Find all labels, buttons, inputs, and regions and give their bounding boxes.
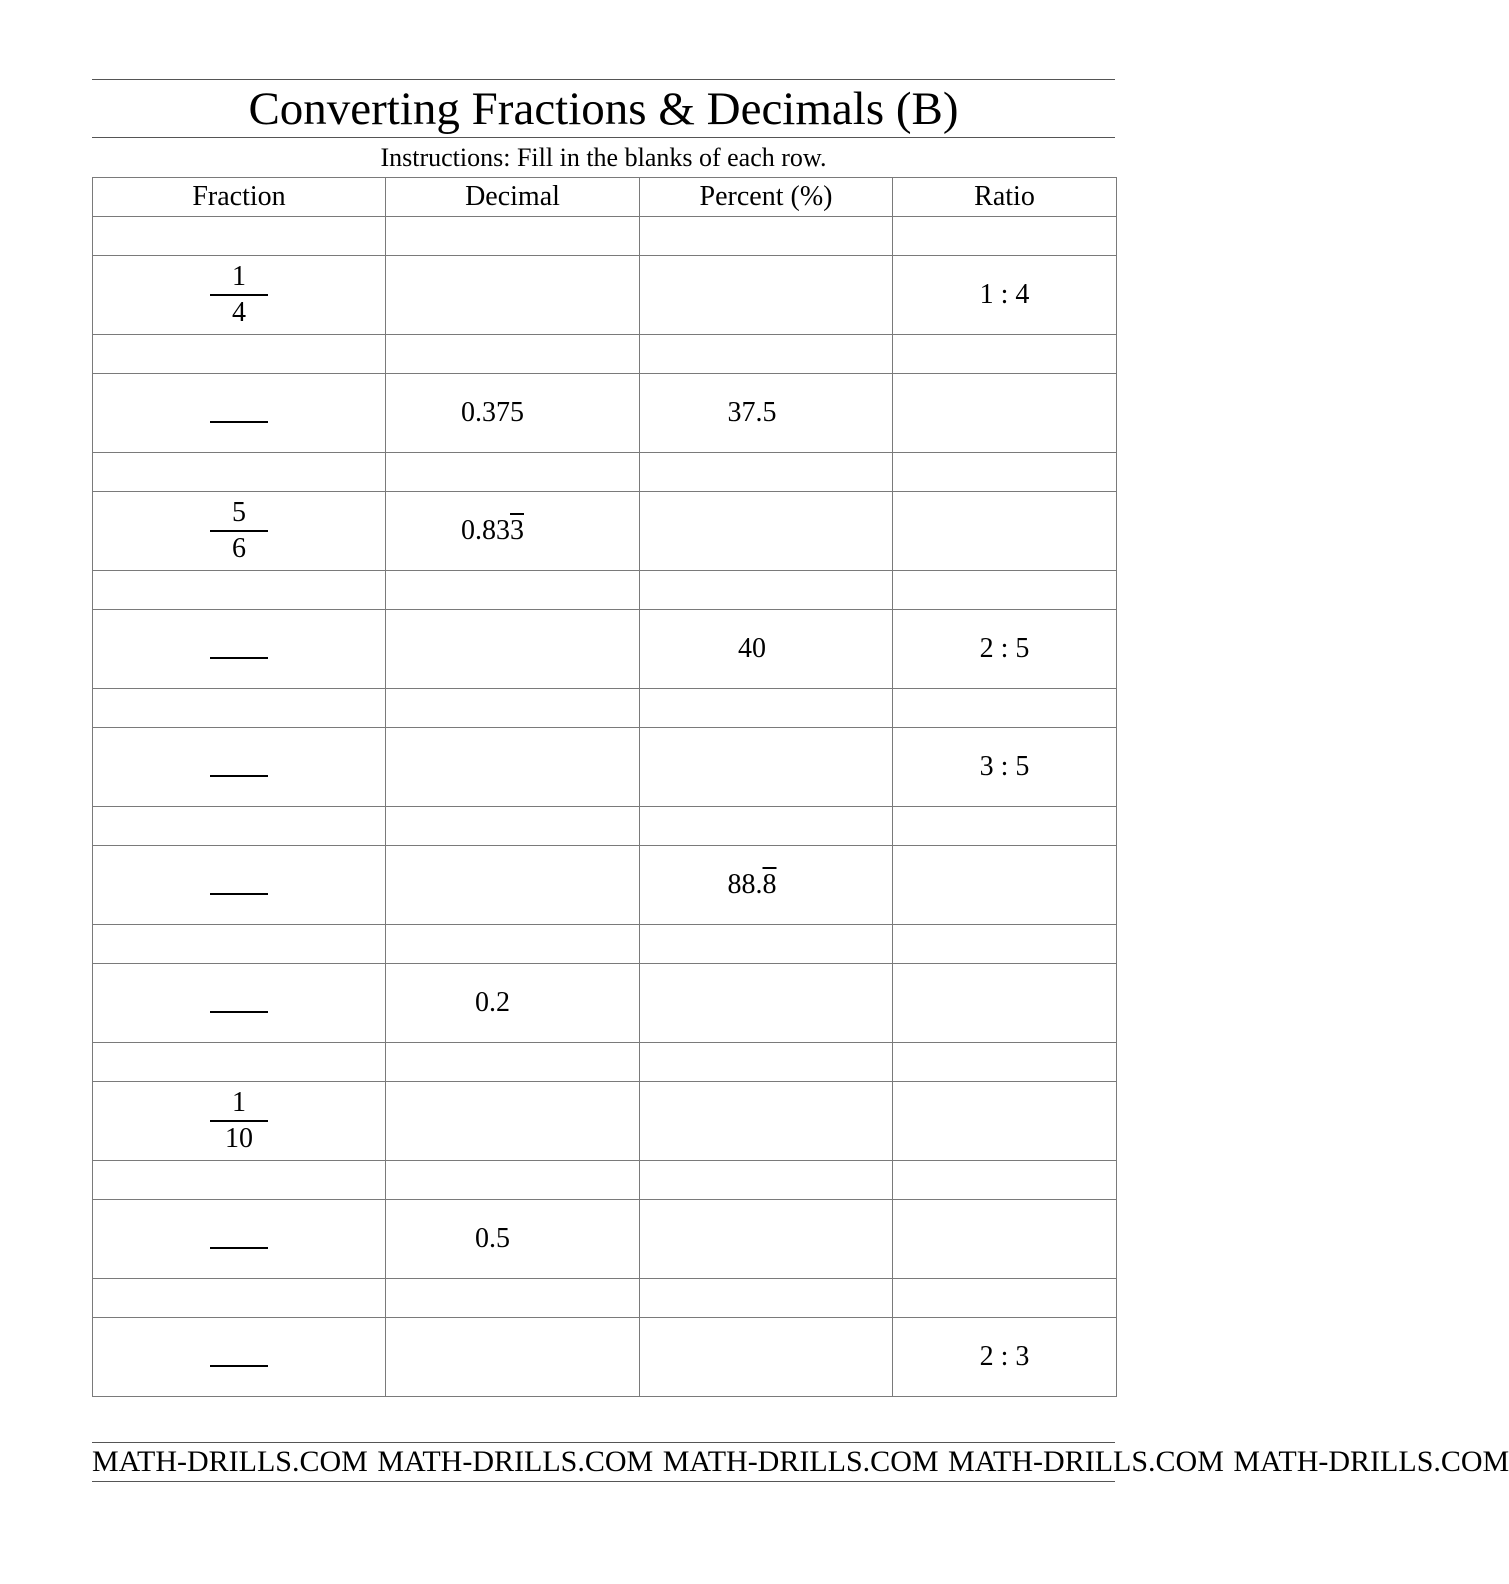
spacer-row	[93, 1043, 1117, 1082]
fraction-bar	[210, 1247, 268, 1249]
fraction	[210, 1365, 268, 1367]
fraction-bar	[210, 1011, 268, 1013]
spacer-cell	[386, 1279, 640, 1318]
fraction-denominator: 10	[225, 1123, 253, 1154]
percent-value	[738, 633, 766, 665]
decimal-value	[461, 397, 524, 429]
column-header-percent: Percent (%)	[640, 178, 893, 217]
decimal-cell[interactable]	[386, 374, 640, 453]
fraction-bar	[210, 893, 268, 895]
spacer-cell	[640, 571, 893, 610]
fraction	[210, 1247, 268, 1249]
percent-cell[interactable]	[640, 610, 893, 689]
fraction-denominator: 6	[232, 533, 246, 564]
fraction-cell[interactable]	[93, 728, 386, 807]
decimal-digits: 0.83	[461, 515, 510, 546]
spacer-cell	[893, 807, 1117, 846]
spacer-cell	[893, 335, 1117, 374]
fraction	[210, 421, 268, 423]
fraction-denominator: 4	[232, 297, 246, 328]
ratio-cell[interactable]	[893, 1082, 1117, 1161]
spacer-cell	[893, 571, 1117, 610]
spacer-cell	[93, 1161, 386, 1200]
decimal-digits: 0.5	[475, 1223, 510, 1254]
spacer-cell	[640, 1161, 893, 1200]
decimal-cell[interactable]	[386, 492, 640, 571]
spacer-row	[93, 689, 1117, 728]
decimal-cell[interactable]	[386, 728, 640, 807]
spacer-row	[93, 335, 1117, 374]
spacer-cell	[640, 925, 893, 964]
table-row	[93, 964, 1117, 1043]
spacer-cell	[93, 1043, 386, 1082]
fraction-cell[interactable]	[93, 610, 386, 689]
fraction	[210, 496, 268, 566]
spacer-cell	[93, 807, 386, 846]
spacer-cell	[386, 335, 640, 374]
ratio-cell[interactable]	[893, 374, 1117, 453]
percent-cell[interactable]	[640, 1200, 893, 1279]
fraction-cell[interactable]	[93, 964, 386, 1043]
ratio-cell[interactable]	[893, 492, 1117, 571]
percent-cell[interactable]	[640, 256, 893, 335]
percent-digits: 40	[738, 633, 766, 664]
column-header-ratio: Ratio	[893, 178, 1117, 217]
decimal-repeating-digit: 3	[510, 515, 524, 546]
conversion-table	[92, 177, 1117, 1397]
table-row	[93, 492, 1117, 571]
spacer-cell	[640, 807, 893, 846]
spacer-row	[93, 217, 1117, 256]
fraction-bar	[210, 657, 268, 659]
percent-cell[interactable]	[640, 728, 893, 807]
decimal-digits: 0.2	[475, 987, 510, 1018]
fraction-numerator: 1	[232, 1087, 246, 1118]
ratio-cell[interactable]	[893, 846, 1117, 925]
spacer-cell	[640, 1279, 893, 1318]
decimal-value	[461, 515, 524, 547]
spacer-cell	[893, 1279, 1117, 1318]
decimal-value	[475, 1223, 510, 1255]
percent-cell[interactable]	[640, 1082, 893, 1161]
table-row	[93, 1200, 1117, 1279]
percent-cell[interactable]	[640, 1318, 893, 1397]
percent-cell[interactable]	[640, 374, 893, 453]
spacer-cell	[386, 217, 640, 256]
decimal-cell[interactable]	[386, 964, 640, 1043]
fraction-cell[interactable]	[93, 1082, 386, 1161]
fraction-cell[interactable]	[93, 1318, 386, 1397]
decimal-cell[interactable]	[386, 846, 640, 925]
fraction-cell[interactable]	[93, 374, 386, 453]
spacer-cell	[93, 1279, 386, 1318]
spacer-row	[93, 453, 1117, 492]
spacer-cell	[893, 1043, 1117, 1082]
fraction-cell[interactable]	[93, 256, 386, 335]
fraction-bar	[210, 421, 268, 423]
fraction-bar	[210, 775, 268, 777]
spacer-cell	[93, 217, 386, 256]
fraction-numerator: 1	[232, 261, 246, 292]
table-row	[93, 374, 1117, 453]
spacer-cell	[93, 689, 386, 728]
percent-digits: 37.5	[727, 397, 777, 428]
percent-cell[interactable]	[640, 492, 893, 571]
spacer-cell	[640, 689, 893, 728]
footer-bottom-rule	[92, 1481, 1115, 1482]
fraction	[210, 775, 268, 777]
spacer-cell	[893, 925, 1117, 964]
percent-digits: 88.	[727, 869, 763, 900]
fraction-cell[interactable]	[93, 492, 386, 571]
fraction-cell[interactable]	[93, 1200, 386, 1279]
ratio-cell[interactable]: 2 : 3	[893, 1318, 1117, 1397]
spacer-cell	[93, 453, 386, 492]
percent-value	[728, 869, 777, 901]
title-bottom-rule	[92, 137, 1115, 138]
spacer-row	[93, 1161, 1117, 1200]
spacer-cell	[93, 925, 386, 964]
table-row	[93, 1082, 1117, 1161]
spacer-cell	[893, 689, 1117, 728]
spacer-cell	[386, 807, 640, 846]
instructions-text: Instructions: Fill in the blanks of each row.	[380, 143, 827, 172]
table-row	[93, 846, 1117, 925]
spacer-row	[93, 925, 1117, 964]
spacer-cell	[93, 335, 386, 374]
column-header-decimal: Decimal	[386, 178, 640, 217]
decimal-value	[475, 987, 510, 1019]
spacer-cell	[640, 453, 893, 492]
spacer-row	[93, 1279, 1117, 1318]
spacer-cell	[893, 453, 1117, 492]
table-row	[93, 256, 1117, 335]
fraction-cell[interactable]	[93, 846, 386, 925]
percent-cell[interactable]	[640, 964, 893, 1043]
spacer-cell	[386, 1161, 640, 1200]
fraction-numerator: 5	[232, 497, 246, 528]
table-row	[93, 610, 1117, 689]
decimal-cell[interactable]	[386, 256, 640, 335]
spacer-cell	[893, 217, 1117, 256]
percent-cell[interactable]	[640, 846, 893, 925]
spacer-cell	[386, 453, 640, 492]
fraction	[210, 657, 268, 659]
percent-repeating-digit: 8	[762, 869, 777, 900]
decimal-cell[interactable]	[386, 1200, 640, 1279]
spacer-cell	[640, 217, 893, 256]
ratio-cell[interactable]: 3 : 5	[893, 728, 1117, 807]
table-row	[93, 1318, 1117, 1397]
spacer-cell	[893, 1161, 1117, 1200]
decimal-digits: 0.375	[461, 397, 524, 428]
spacer-cell	[386, 571, 640, 610]
spacer-cell	[386, 689, 640, 728]
table-body	[93, 217, 1117, 1397]
percent-value	[728, 397, 777, 429]
footer-watermark: MATH-DRILLS.COM MATH-DRILLS.COM MATH-DRILLS.COM MATH-DRILLS.COM MATH-DRILLS.COM	[92, 1445, 1509, 1478]
table-header-row	[93, 178, 1117, 217]
spacer-cell	[386, 1043, 640, 1082]
ratio-cell[interactable]: 1 : 4	[893, 256, 1117, 335]
fraction	[210, 260, 268, 330]
spacer-row	[93, 571, 1117, 610]
decimal-cell[interactable]	[386, 1082, 640, 1161]
ratio-cell[interactable]	[893, 1200, 1117, 1279]
fraction	[210, 1011, 268, 1013]
fraction-bar	[210, 1365, 268, 1367]
spacer-cell	[640, 335, 893, 374]
fraction	[210, 1086, 268, 1156]
spacer-cell	[386, 925, 640, 964]
decimal-cell[interactable]	[386, 1318, 640, 1397]
fraction	[210, 893, 268, 895]
ratio-cell[interactable]	[893, 964, 1117, 1043]
spacer-cell	[93, 571, 386, 610]
spacer-cell	[640, 1043, 893, 1082]
page-title: Converting Fractions & Decimals (B)	[248, 83, 959, 135]
table-row	[93, 728, 1117, 807]
ratio-cell[interactable]: 2 : 5	[893, 610, 1117, 689]
spacer-row	[93, 807, 1117, 846]
decimal-cell[interactable]	[386, 610, 640, 689]
column-header-fraction: Fraction	[93, 178, 386, 217]
